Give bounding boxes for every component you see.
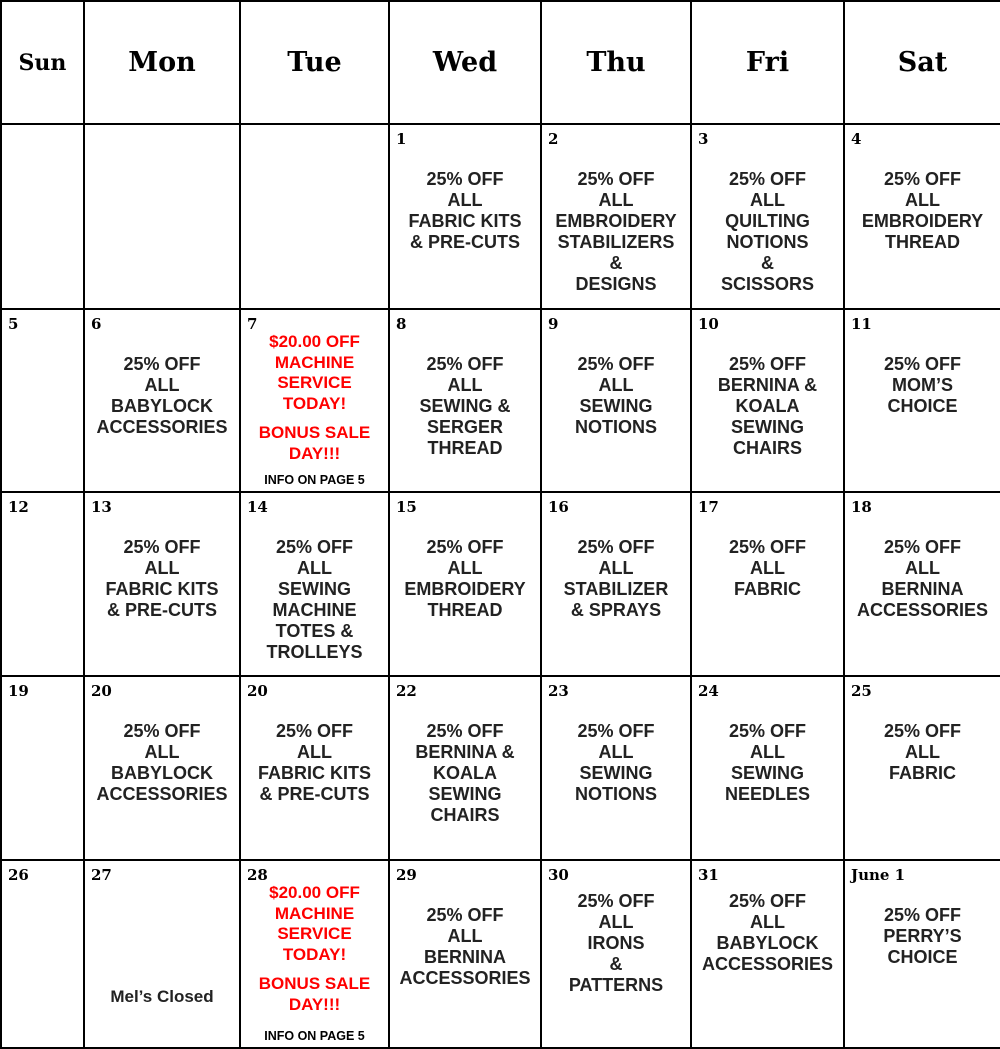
promo-line: ALL: [447, 558, 483, 578]
day-cell: [1, 124, 84, 309]
promo-line: KOALA: [433, 763, 497, 783]
day-header-thu: Thu: [541, 1, 691, 124]
promo-line: & SPRAYS: [570, 600, 662, 620]
day-number: 28: [247, 866, 268, 884]
sale-promo: [692, 721, 843, 805]
promo-line: ACCESSORIES: [701, 954, 834, 974]
promo-line: 25% OFF: [426, 905, 504, 925]
promo-line: ACCESSORIES: [96, 417, 228, 437]
promo-line: 25% OFF: [883, 169, 962, 189]
promo-line: 25% OFF: [123, 354, 201, 374]
promo-line: NOTIONS: [574, 784, 657, 804]
sale-promo: [845, 721, 1000, 784]
promo-line: ALL: [297, 558, 332, 578]
closed-notice: Mel’s Closed: [110, 987, 214, 1006]
promo-line: & PRE-CUTS: [409, 232, 520, 252]
service-line: MACHINE: [274, 903, 355, 923]
weekday-header-row: [1, 1, 1000, 124]
sale-promo: [692, 169, 843, 295]
promo-line: &: [609, 253, 623, 273]
day-number: 2: [548, 130, 559, 148]
day-cell: [844, 860, 1000, 1048]
info-note: INFO ON PAGE 5: [264, 473, 365, 487]
week-row: [1, 492, 1000, 676]
machine-service-promo: [241, 883, 388, 1015]
promo-line: 25% OFF: [728, 537, 807, 557]
day-number: 6: [91, 315, 102, 333]
sale-promo: [845, 537, 1000, 621]
promo-line: EMBROIDERY: [555, 211, 677, 231]
sale-promo: [845, 905, 1000, 968]
week-row: [1, 124, 1000, 309]
day-number: 19: [8, 682, 29, 700]
promo-line: SEWING: [730, 417, 804, 437]
day-number: 14: [247, 498, 268, 516]
promo-line: ALL: [750, 558, 785, 578]
bonus-sale-line: DAY!!!: [288, 443, 341, 463]
day-cell: [240, 492, 389, 676]
promo-line: DESIGNS: [575, 274, 657, 294]
promo-line: 25% OFF: [426, 354, 504, 374]
promo-line: 25% OFF: [275, 721, 354, 741]
day-cell: [1, 309, 84, 492]
day-cell: [84, 492, 240, 676]
promo-line: SCISSORS: [720, 274, 815, 294]
promo-line: 25% OFF: [275, 537, 354, 557]
promo-line: &: [761, 253, 774, 273]
day-cell: [691, 860, 844, 1048]
promo-line: ALL: [750, 742, 785, 762]
promo-line: FABRIC KITS: [105, 579, 219, 599]
promo-line: QUILTING: [725, 211, 810, 231]
day-number: 30: [548, 866, 569, 884]
service-line: SERVICE: [277, 924, 352, 943]
day-cell: [240, 860, 389, 1048]
sale-promo: [390, 354, 540, 459]
promo-line: 25% OFF: [123, 721, 201, 741]
day-number: 4: [851, 130, 862, 148]
sale-promo: [542, 891, 690, 996]
spacer: [241, 965, 388, 974]
promo-line: ALL: [598, 742, 634, 762]
spacer: [241, 414, 388, 423]
sale-promo: [542, 721, 690, 805]
promo-line: 25% OFF: [123, 537, 201, 557]
day-cell: [389, 309, 541, 492]
promo-line: CHAIRS: [732, 438, 802, 458]
day-cell: [84, 124, 240, 309]
promo-line: BABYLOCK: [716, 933, 819, 953]
sale-promo: [542, 354, 690, 438]
sale-promo: [85, 354, 239, 438]
promo-line: ALL: [598, 912, 634, 932]
sale-promo: [390, 905, 540, 989]
promo-line: 25% OFF: [577, 891, 655, 911]
promo-line: CHOICE: [887, 947, 958, 967]
info-note: INFO ON PAGE 5: [264, 1029, 365, 1043]
sale-promo: [85, 537, 239, 621]
week-row: [1, 860, 1000, 1048]
promo-line: CHAIRS: [430, 805, 500, 825]
promo-line: ALL: [144, 742, 180, 762]
day-number: 29: [396, 866, 417, 884]
promo-line: 25% OFF: [426, 169, 504, 189]
week-row: [1, 309, 1000, 492]
day-number: 20: [247, 682, 268, 700]
promo-line: SEWING &: [419, 396, 511, 416]
promo-line: ACCESSORIES: [96, 784, 228, 804]
promo-line: ALL: [905, 558, 940, 578]
day-cell: [844, 676, 1000, 860]
service-line: MACHINE: [274, 352, 355, 372]
day-cell: [691, 676, 844, 860]
promo-line: SEWING: [730, 763, 804, 783]
day-cell: [84, 860, 240, 1048]
promo-line: ALL: [447, 190, 483, 210]
promo-line: BERNINA: [881, 579, 964, 599]
day-cell: [541, 309, 691, 492]
promo-line: TROLLEYS: [266, 642, 363, 662]
day-cell: [844, 492, 1000, 676]
day-cell: [1, 492, 84, 676]
promo-line: ALL: [598, 375, 634, 395]
day-number: 3: [698, 130, 709, 148]
day-cell: [691, 124, 844, 309]
promo-line: ALL: [144, 558, 180, 578]
promo-line: THREAD: [427, 438, 503, 458]
promo-line: 25% OFF: [728, 354, 807, 374]
day-cell: [240, 124, 389, 309]
calendar-body: [1, 124, 1000, 1048]
day-cell: [541, 124, 691, 309]
promo-line: MOM’S: [892, 375, 953, 395]
promo-line: BABYLOCK: [111, 396, 213, 416]
day-cell: [389, 676, 541, 860]
day-cell: [240, 676, 389, 860]
day-cell: [691, 492, 844, 676]
day-number: 24: [698, 682, 719, 700]
promo-line: 25% OFF: [883, 354, 962, 374]
day-number: 22: [396, 682, 417, 700]
promo-line: &: [609, 954, 623, 974]
promo-line: BERNINA: [423, 947, 506, 967]
promo-line: 25% OFF: [728, 891, 807, 911]
promo-line: 25% OFF: [728, 169, 807, 189]
day-cell: [691, 309, 844, 492]
day-number: 20: [91, 682, 112, 700]
promo-line: ALL: [447, 926, 483, 946]
day-number: 13: [91, 498, 112, 516]
service-line: TODAY!: [282, 944, 347, 964]
sale-promo: [390, 721, 540, 826]
day-cell: [389, 860, 541, 1048]
day-number: 18: [851, 498, 872, 516]
promo-line: THREAD: [885, 232, 960, 252]
promo-line: FABRIC: [734, 579, 801, 599]
day-cell: [541, 676, 691, 860]
day-header-sat: Sat: [844, 1, 1000, 124]
promo-line: 25% OFF: [728, 721, 807, 741]
sale-promo: [542, 537, 690, 621]
sale-promo: [542, 169, 690, 295]
day-number: 27: [91, 866, 112, 884]
promo-line: 25% OFF: [426, 721, 504, 741]
promo-line: FABRIC KITS: [408, 211, 522, 231]
promo-line: KOALA: [735, 396, 800, 416]
promo-line: THREAD: [427, 600, 503, 620]
promo-line: 25% OFF: [577, 354, 655, 374]
promo-line: ACCESSORIES: [856, 600, 989, 620]
day-cell: [1, 676, 84, 860]
bonus-sale-line: BONUS SALE: [258, 974, 371, 993]
promo-line: 25% OFF: [577, 169, 655, 189]
day-number: 8: [396, 315, 407, 333]
promo-line: 25% OFF: [426, 537, 504, 557]
sale-promo: [845, 169, 1000, 253]
promo-line: FABRIC KITS: [257, 763, 371, 783]
promo-line: & PRE-CUTS: [106, 600, 217, 620]
day-number: 11: [851, 315, 872, 333]
promo-line: MACHINE: [272, 600, 357, 620]
service-line: TODAY!: [282, 393, 347, 413]
day-cell: [389, 124, 541, 309]
promo-line: SEWING: [579, 763, 653, 783]
day-cell: [389, 492, 541, 676]
promo-line: NOTIONS: [726, 232, 809, 252]
day-number: 12: [8, 498, 29, 516]
day-number: 7: [247, 315, 258, 333]
day-number: 10: [698, 315, 719, 333]
promo-line: 25% OFF: [883, 537, 962, 557]
day-header-tue: Tue: [240, 1, 389, 124]
promo-line: ALL: [144, 375, 180, 395]
day-header-wed: Wed: [389, 1, 541, 124]
promo-line: BERNINA &: [717, 375, 818, 395]
service-line: $20.00 OFF: [269, 332, 360, 351]
day-cell: [240, 309, 389, 492]
day-number: June 1: [851, 866, 906, 884]
promo-line: ALL: [750, 190, 785, 210]
promo-line: ALL: [297, 742, 332, 762]
sale-promo: [692, 537, 843, 600]
promo-line: & PRE-CUTS: [259, 784, 370, 804]
promo-line: BERNINA &: [415, 742, 515, 762]
bonus-sale-line: DAY!!!: [288, 994, 341, 1014]
day-header-mon: Mon: [84, 1, 240, 124]
day-cell: [844, 124, 1000, 309]
promo-line: SEWING: [277, 579, 351, 599]
day-cell: [84, 309, 240, 492]
bonus-sale-line: BONUS SALE: [258, 423, 371, 442]
day-cell: [541, 860, 691, 1048]
promo-line: EMBROIDERY: [404, 579, 526, 599]
promo-line: PATTERNS: [568, 975, 664, 995]
day-number: 9: [548, 315, 559, 333]
day-cell: [1, 860, 84, 1048]
promo-line: ALL: [750, 912, 785, 932]
sale-promo: [845, 354, 1000, 417]
machine-service-promo: [241, 332, 388, 464]
promo-line: 25% OFF: [883, 721, 962, 741]
promo-line: SERGER: [426, 417, 504, 437]
promo-line: SEWING: [428, 784, 502, 804]
sale-promo: [85, 721, 239, 805]
promo-line: IRONS: [587, 933, 645, 953]
day-number: 5: [8, 315, 19, 333]
service-line: $20.00 OFF: [269, 883, 360, 902]
week-row: [1, 676, 1000, 860]
promo-line: BABYLOCK: [111, 763, 213, 783]
promo-line: 25% OFF: [577, 537, 655, 557]
promo-line: 25% OFF: [883, 905, 962, 925]
promo-line: TOTES &: [275, 621, 354, 641]
promo-line: EMBROIDERY: [861, 211, 984, 231]
promo-line: ALL: [905, 742, 940, 762]
promo-line: ALL: [598, 190, 634, 210]
day-number: 16: [548, 498, 569, 516]
promo-line: STABILIZER: [563, 579, 669, 599]
day-number: 25: [851, 682, 872, 700]
promo-line: NOTIONS: [574, 417, 657, 437]
day-header-fri: Fri: [691, 1, 844, 124]
day-number: 23: [548, 682, 569, 700]
day-cell: [541, 492, 691, 676]
sale-promo: [692, 354, 843, 459]
sale-promo: [241, 721, 388, 805]
day-number: 1: [396, 130, 407, 148]
promo-line: NEEDLES: [724, 784, 811, 804]
promo-line: ALL: [598, 558, 634, 578]
promo-line: STABILIZERS: [557, 232, 675, 252]
day-cell: [844, 309, 1000, 492]
promo-line: FABRIC: [889, 763, 956, 783]
day-number: 17: [698, 498, 719, 516]
promo-line: CHOICE: [887, 396, 958, 416]
promo-line: ALL: [447, 375, 483, 395]
sale-promo: [390, 537, 540, 621]
day-number: 26: [8, 866, 29, 884]
sale-promo: [241, 537, 388, 663]
day-cell: [84, 676, 240, 860]
promo-line: PERRY’S: [883, 926, 962, 946]
promo-line: SEWING: [579, 396, 653, 416]
promo-line: ALL: [905, 190, 940, 210]
service-line: SERVICE: [277, 373, 352, 392]
sale-promo: [692, 891, 843, 975]
day-number: 31: [698, 866, 719, 884]
promo-line: 25% OFF: [577, 721, 655, 741]
day-number: 15: [396, 498, 417, 516]
promo-line: ACCESSORIES: [399, 968, 531, 988]
sale-promo: [390, 169, 540, 253]
day-header-sun: Sun: [1, 1, 84, 124]
